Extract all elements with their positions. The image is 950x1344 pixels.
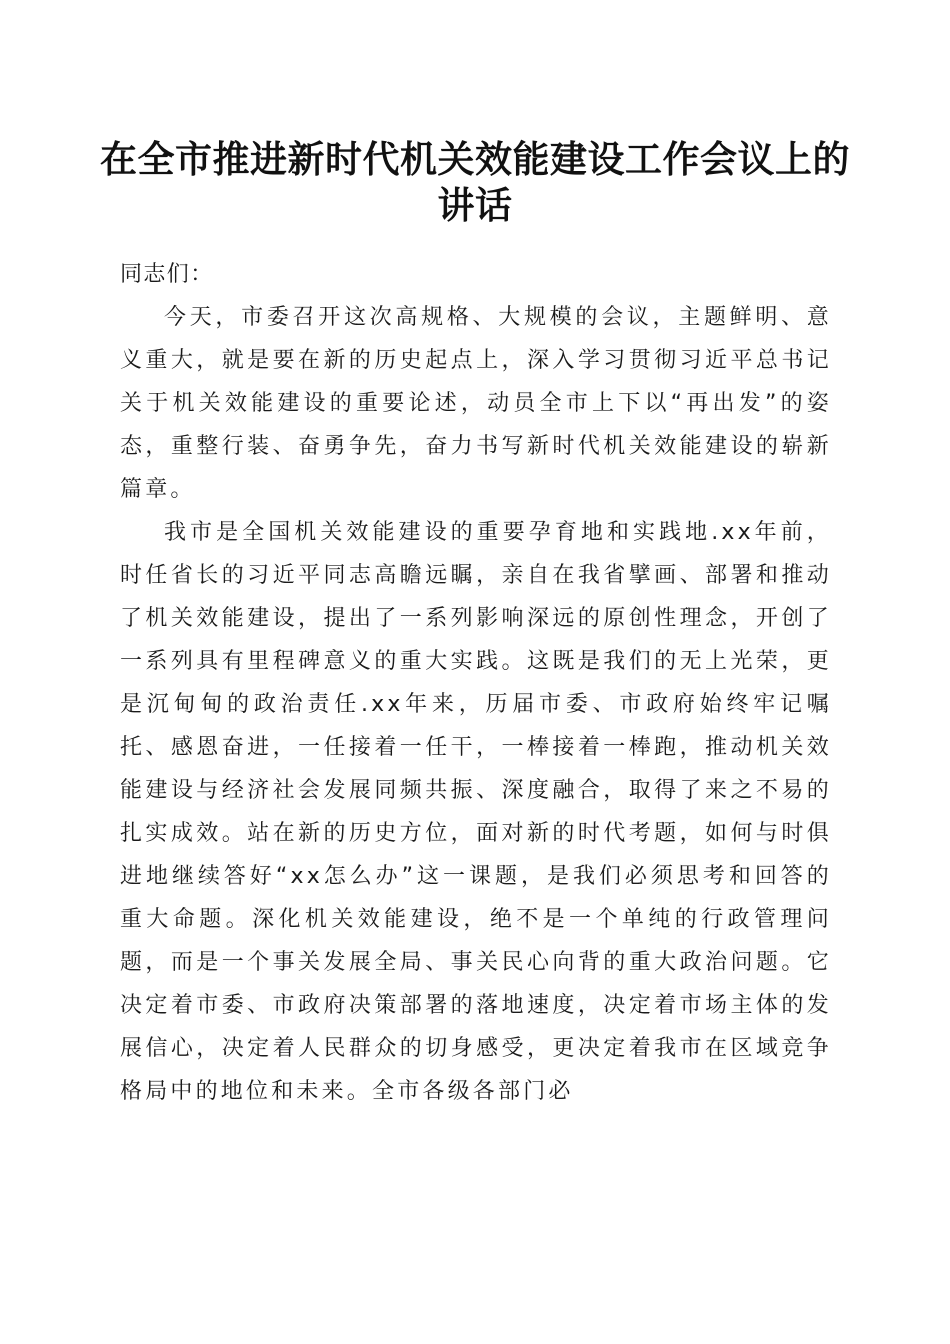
salutation: 同志们： — [120, 262, 214, 287]
document-body — [120, 253, 832, 1113]
paragraph-2: 我市是全国机关效能建设的重要孕育地和实践地.xx年前，时任省长的习近平同志高瞻远瞩，亲自在我省擘画、部署和推动了机关效能建设，提出了一系列影响深远的原创性理念，开创了一系列具有里程碑意义的重大实践。这既是我们的无上光荣，更是沉甸甸的政治责任.xx年来，历届市委、市政府始终牢记嘱托、感恩奋进，一任接着一任干，一棒接着一棒跑，推动机关效能建设与经济社会发展同频共振、深度融合，取得了来之不易的扎实成效。站在新的历史方位，面对新的时代考题，如何与时俱进地继续答好“xx怎么办”这一课题，是我们必须思考和回答的重大命题。深化机关效能建设，绝不是一个单纯的行政管理问题，而是一个事关发展全局、事关民心向背的重大政治问题。它决定着市委、市政府决策部署的落地速度，决定着市场主体的发展信心，决定着人民群众的切身感受，更决定着我市在区域竞争格局中的地位和未来。全市各级各部门必 — [120, 520, 832, 1104]
document-title: 在全市推进新时代机关效能建设工作会议上的讲话 — [100, 137, 850, 227]
paragraph-1: 今天，市委召开这次高规格、大规模的会议，主题鲜明、意义重大，就是要在新的历史起点上，深入学习贯彻习近平总书记关于机关效能建设的重要论述，动员全市上下以“再出发”的姿态，重整行装、奋勇争先，奋力书写新时代机关效能建设的崭新篇章。 — [120, 305, 832, 502]
